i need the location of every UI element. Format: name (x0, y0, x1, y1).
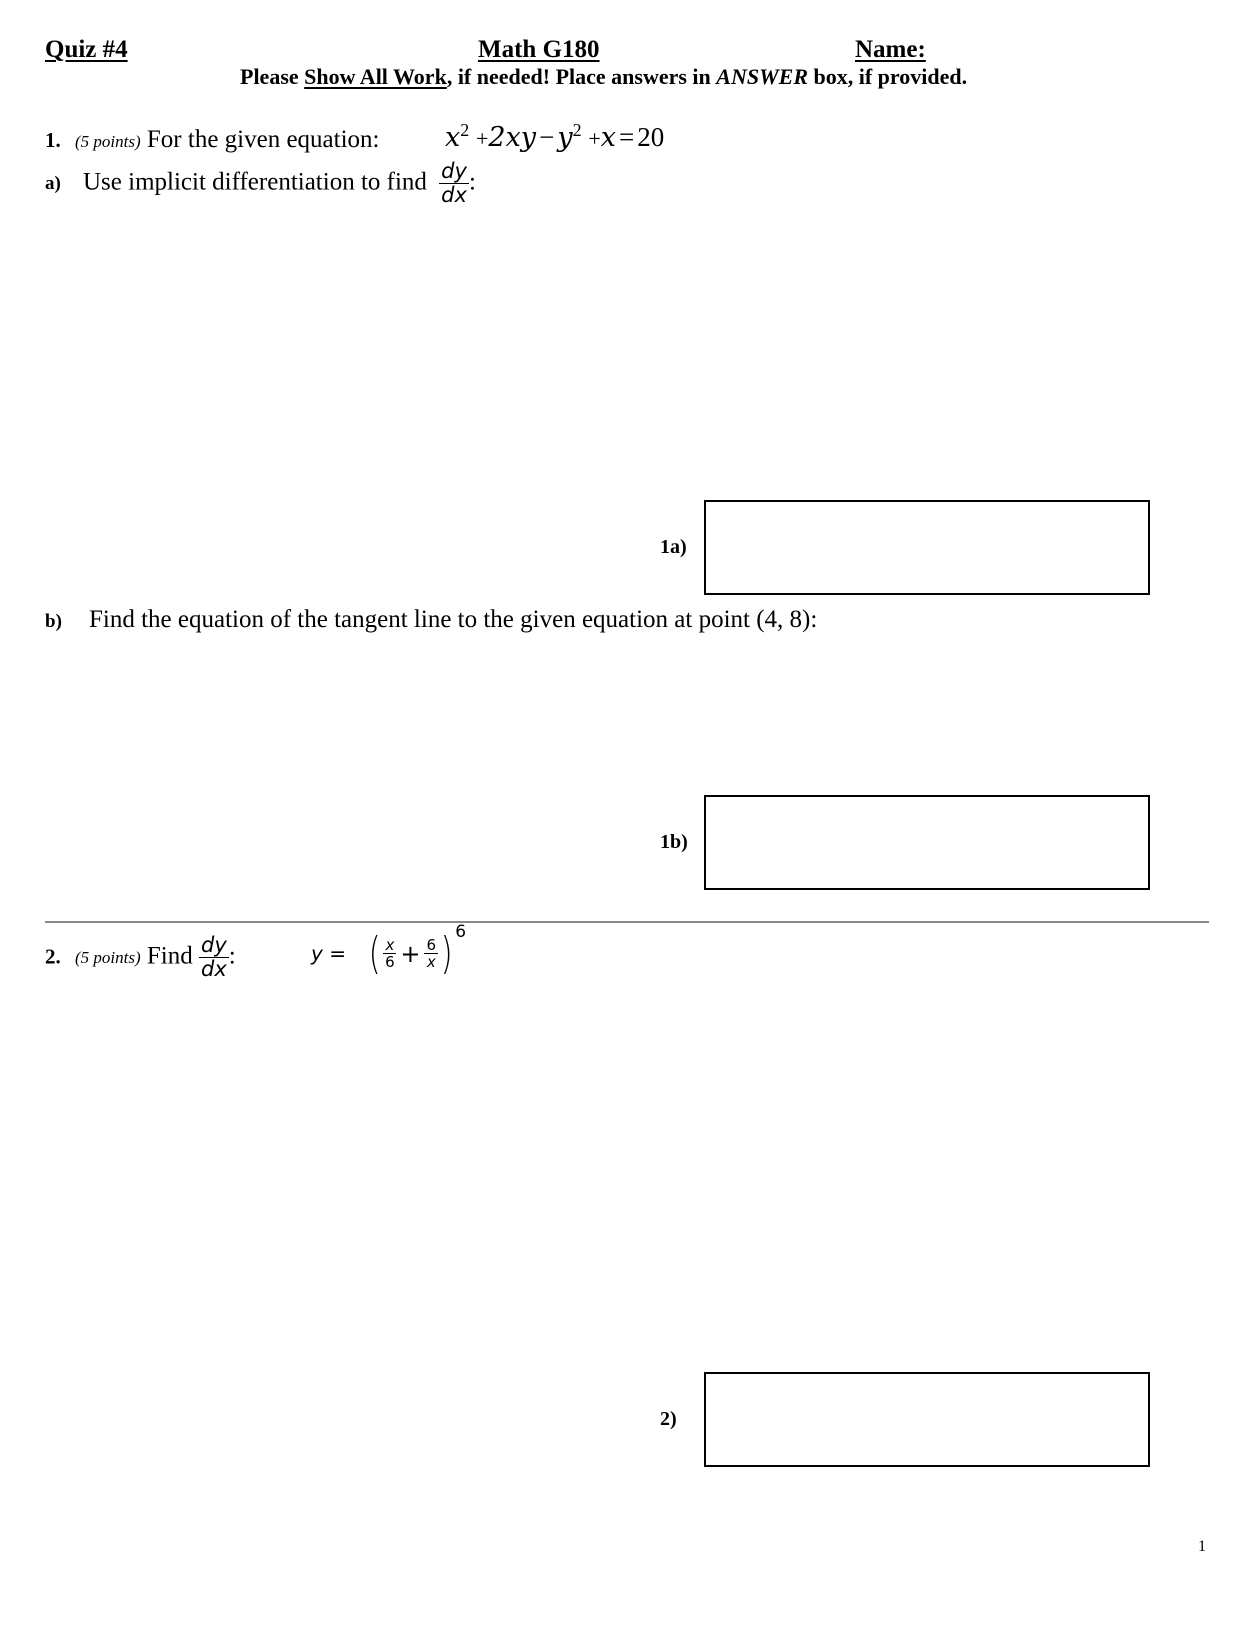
answer-box-2[interactable] (704, 1372, 1150, 1467)
q2-find: Find (146, 942, 193, 970)
q2-dydx (199, 934, 229, 981)
instruction-line (240, 64, 967, 90)
q2-colon: : (228, 942, 236, 970)
eq-plus2: + (588, 126, 601, 151)
eq-x2: x (600, 122, 616, 153)
q1-points: (5 points) (75, 132, 141, 151)
q1b-label: b) (45, 611, 62, 632)
left-paren: ( (368, 928, 381, 979)
answer-label-2: 2) (660, 1408, 677, 1430)
q1a-dx: dx (441, 183, 467, 208)
name-label: Name: (855, 36, 926, 63)
q2-frac2 (424, 937, 438, 971)
q1a-text: Use implicit differentiation to find (83, 168, 427, 196)
q2-frac1-den: 6 (385, 953, 395, 971)
q2-exponent: 6 (455, 922, 467, 943)
q2-number: 2. (45, 944, 61, 969)
q1-prompt-text: For the given equation: (146, 126, 380, 153)
q2-frac2-num: 6 (426, 935, 437, 954)
answer-label-1b: 1b) (660, 831, 688, 853)
q2-frac1-num: x (385, 935, 395, 954)
eq-equals: = (618, 122, 635, 152)
course-title: Math G180 (478, 36, 600, 63)
instruction-middle: , if needed! Place answers in (446, 64, 717, 89)
section-divider (45, 921, 1209, 923)
page-number: 1 (1198, 1538, 1206, 1555)
q2-dy: dy (201, 933, 227, 957)
q2-frac1 (383, 937, 396, 971)
eq-y: y (557, 122, 573, 153)
q1a-label: a) (45, 173, 61, 195)
eq-x: x (445, 122, 461, 153)
right-paren: ) (440, 928, 453, 979)
q1-number: 1. (45, 128, 61, 152)
eq-2xy: 2xy (488, 122, 537, 153)
instruction-before: Please (240, 64, 305, 89)
eq-exp2: 2 (572, 120, 582, 140)
q1-prompt (45, 126, 379, 154)
instruction-italic: ANSWER (716, 64, 808, 89)
instruction-after: box, if provided. (808, 64, 968, 89)
q1b-line (45, 606, 817, 634)
q1b-text: Find the equation of the tangent line to the given equation at point (4, 8): (89, 606, 818, 633)
q2-plus: + (400, 939, 421, 968)
answer-box-1a[interactable] (704, 500, 1150, 595)
eq-exp1: 2 (460, 120, 470, 140)
q1a-dydx (439, 160, 469, 207)
answer-box-1b[interactable] (704, 795, 1150, 890)
answer-label-1a: 1a) (660, 536, 687, 558)
eq-minus: − (539, 122, 555, 152)
q1a-line (45, 160, 476, 207)
q1a-colon: : (468, 168, 476, 196)
quiz-title: Quiz #4 (45, 36, 128, 63)
q2-y-eq: y = (311, 941, 346, 966)
q2-line (45, 934, 236, 981)
q1-equation (445, 120, 664, 153)
q1a-dy: dy (441, 159, 467, 183)
q2-points: (5 points) (75, 948, 141, 968)
eq-rhs: 20 (637, 122, 665, 152)
instruction-underlined: Show All Work (304, 64, 447, 89)
eq-plus1: + (475, 126, 489, 151)
q2-function (311, 922, 467, 979)
q2-dx: dx (201, 957, 227, 982)
q2-frac2-den: x (426, 953, 436, 971)
